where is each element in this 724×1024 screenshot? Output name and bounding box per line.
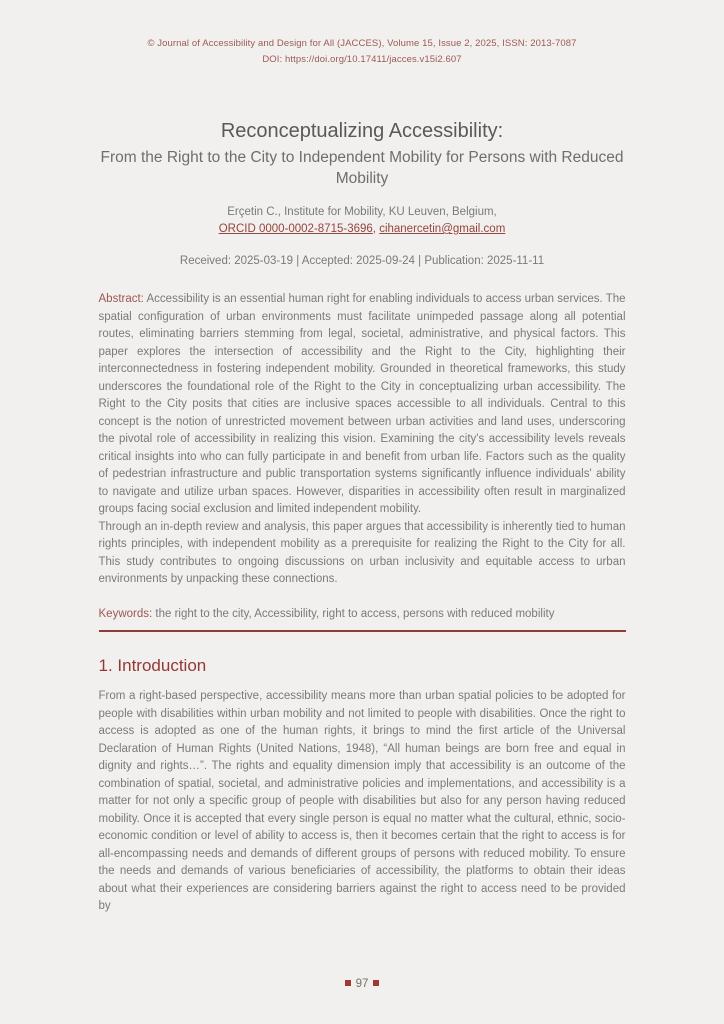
- abstract-text-1: Accessibility is an essential human right for enabling individuals to access urban services. The spatial configuration of urban environments must facilitate unimpeded passage along all potential routes, eliminating barriers stemming from legal, societal, administrative, and physical factors. This paper explores the intersection of accessibility and the Right to the City, highlighting their interconnectedness in fostering independent mobility. Grounded in theoretical frameworks, this study underscores the foundational role of the Right to the City in conceptualizing urban accessibility. The Right to the City posits that cities are inclusive spaces accessible to all individuals. Central to this concept is the notion of unrestricted movement between urban activities and land uses, underscoring the pivotal role of accessibility in realizing this vision. Examining the city's accessibility levels reveals critical insights into who can fully participate in and benefit from urban life. Factors such as the quality of pedestrian infrastructure and public transportation systems significantly influence individuals' ability to navigate and utilize urban spaces. However, disparities in accessibility often result in marginalized groups facing social exclusion and limited independent mobility.: [98, 293, 626, 515]
- abstract-label: Abstract:: [98, 293, 144, 305]
- introduction-paragraph-1: From a right-based perspective, accessibility means more than urban spatial policies to be adopted for people with disabilities within urban mobility and not limited to people with disabilities. Once the right to access is adopted as one of the human rights, it brings to mind the first article of the Universal Declaration of Human Rights (United Nations, 1948), “All human beings are born free and equal in dignity and rights…”. The rights and equality dimension imply that accessibility is an outcome of the combination of spatial, societal, and administrative policies and implementations, and accessibility is a matter for not only a specific group of people with disabilities but also for any person having reduced mobility. Once it is accepted that every single person is equal no matter what the cultural, ethnic, socio-economic condition or level of ability to access is, then it becomes certain that the right to access is for all-encompassing needs and demands of different groups of persons with reduced mobility. To ensure the needs and demands of various beneficiaries of accessibility, the platforms to obtain their ideas about what their experiences are considering barriers against the right to access need to be provided by: [98, 690, 626, 912]
- keywords-label: Keywords:: [98, 607, 153, 620]
- page-number: 97: [355, 977, 369, 990]
- abstract-section: [99, 291, 626, 589]
- footer-square-icon: [373, 980, 379, 986]
- author-block: [99, 204, 626, 238]
- page-footer: [0, 978, 724, 990]
- footer-square-icon: [345, 980, 351, 986]
- author-links-line: [99, 221, 626, 238]
- paper-subtitle: From the Right to the City to Independent Mobility for Persons with Reduced Mobility: [100, 149, 624, 187]
- email-link[interactable]: cihanercetin@gmail.com: [379, 223, 506, 235]
- keywords-text: the right to the city, Accessibility, right to access, persons with reduced mobility: [155, 607, 555, 620]
- keywords-section: [99, 606, 626, 633]
- publication-dates: Received: 2025-03-19 | Accepted: 2025-09-24 | Publication: 2025-11-11: [179, 255, 545, 267]
- orcid-link[interactable]: ORCID 0000-0002-8715-3696: [218, 223, 373, 235]
- paper-title: Reconceptualizing Accessibility:: [220, 120, 504, 142]
- section-heading-introduction: 1. Introduction: [98, 656, 207, 675]
- abstract-paragraph-1: [99, 291, 626, 519]
- author-affiliation: Erçetin C., Institute for Mobility, KU Leuven, Belgium,: [227, 206, 497, 218]
- link-separator: ,: [372, 223, 376, 235]
- journal-header: [0, 0, 724, 68]
- journal-doi-line: DOI: https://doi.org/10.17411/jacces.v15i2.607: [262, 54, 462, 65]
- journal-header-line1: © Journal of Accessibility and Design for All (JACCES), Volume 15, Issue 2, 2025, ISSN: 2013-7087: [147, 38, 577, 49]
- abstract-paragraph-2: Through an in-depth review and analysis, this paper argues that accessibility is inherently tied to human rights principles, with independent mobility as a prerequisite for realizing the Right to the City for all. This study contributes to ongoing discussions on urban inclusivity and equitable access to urban environments by unpacking these connections.: [98, 520, 626, 585]
